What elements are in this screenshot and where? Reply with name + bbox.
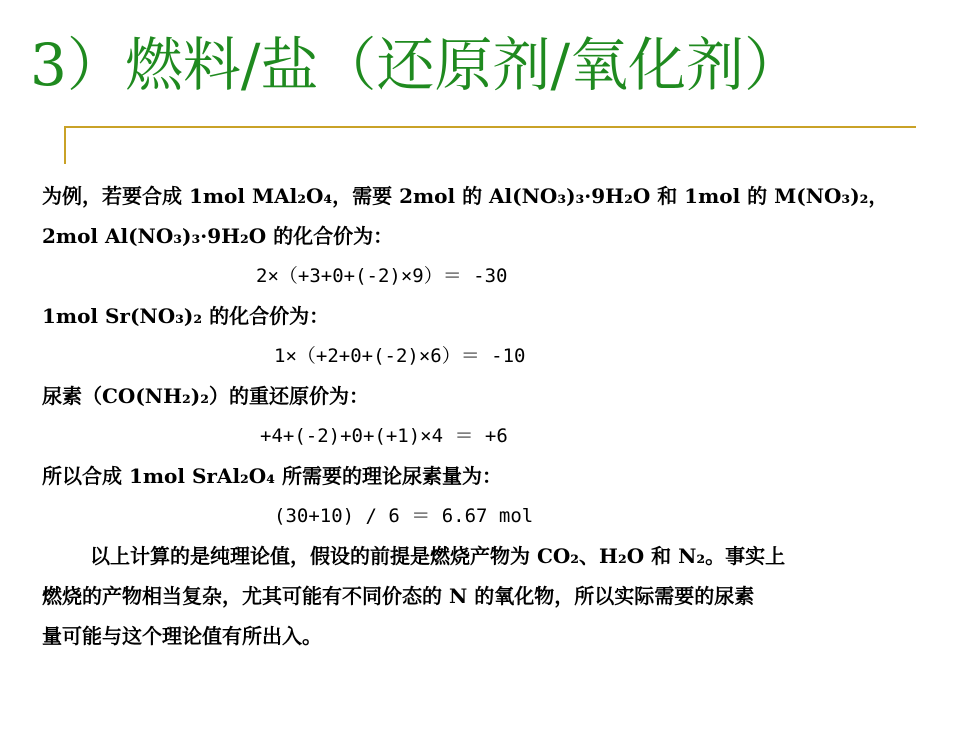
title-underline	[64, 126, 916, 128]
title-corner-bar	[64, 126, 66, 164]
paragraph-line-3: 量可能与这个理论值有所出入。	[42, 624, 322, 648]
slide-title: 3）燃料/盐（还原剂/氧化剂）	[30, 31, 802, 99]
slide-body	[42, 176, 942, 656]
text-line-2: 2mol Al(NO₃)₃·9H₂O 的化合价为：	[42, 224, 394, 248]
paragraph-line-2: 燃烧的产物相当复杂，尤其可能有不同价态的 N 的氧化物，所以实际需要的尿素	[42, 584, 755, 608]
equation-3: +4+(-2)+0+(+1)×4 ＝ +6	[260, 425, 508, 447]
equation-4: (30+10) / 6 ＝ 6.67 mol	[274, 505, 534, 527]
equation-2: 1×（+2+0+(-2)×6）＝ -10	[274, 345, 526, 367]
text-line-3: 1mol Sr(NO₃)₂ 的化合价为：	[42, 304, 330, 328]
text-line-5: 所以合成 1mol SrAl₂O₄ 所需要的理论尿素量为：	[42, 464, 502, 488]
equation-1: 2×（+3+0+(-2)×9）＝ -30	[256, 265, 508, 287]
conclusion-paragraph	[42, 536, 942, 656]
text-line-4: 尿素（CO(NH₂)₂）的重还原价为：	[42, 384, 369, 408]
paragraph-line-1: 以上计算的是纯理论值，假设的前提是燃烧产物为 CO₂、H₂O 和 N₂。事实上	[90, 544, 786, 568]
text-line-1: 为例，若要合成 1mol MAl₂O₄，需要 2mol 的 Al(NO₃)₃·9H₂O 和 1mol 的 M(NO₃)₂，	[42, 184, 889, 208]
